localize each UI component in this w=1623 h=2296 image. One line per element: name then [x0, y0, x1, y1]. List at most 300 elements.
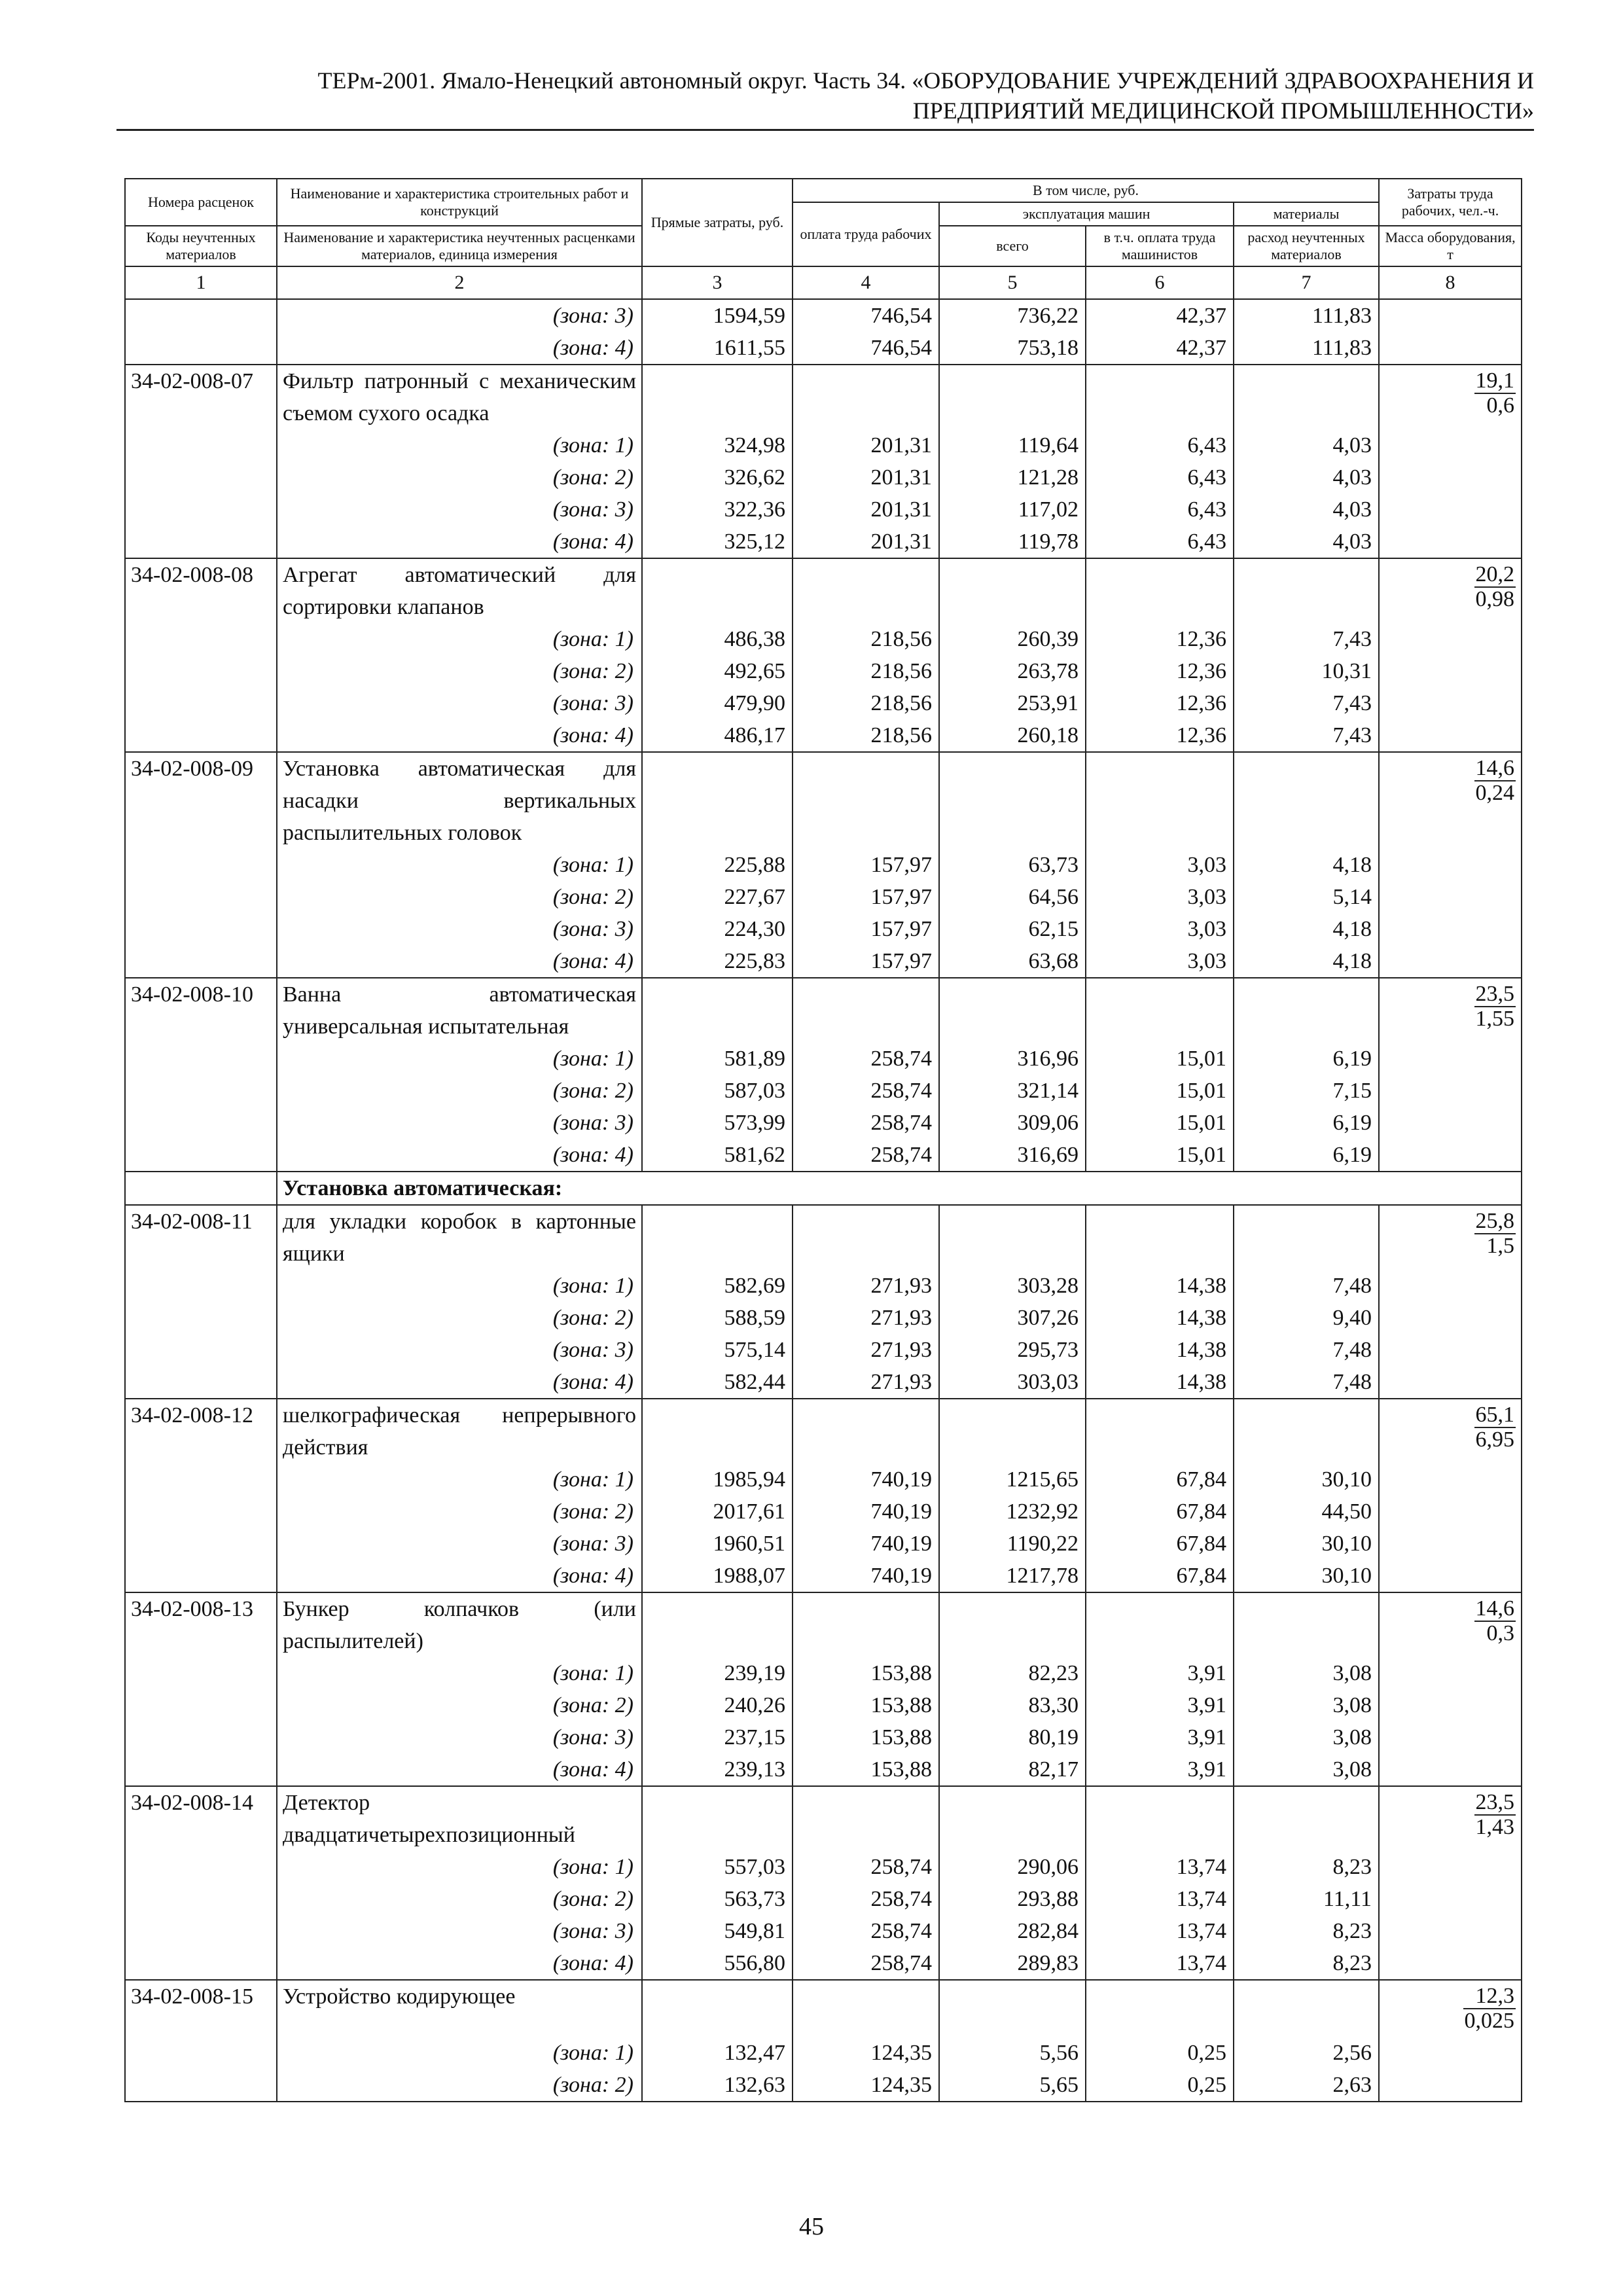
machines-total-value: 117,02 — [939, 493, 1086, 526]
empty-cell — [125, 1560, 277, 1592]
machines-total-value: 309,06 — [939, 1107, 1086, 1139]
empty-cell — [1379, 945, 1522, 978]
col-number: 1 — [125, 266, 277, 299]
machines-total-value: 295,73 — [939, 1334, 1086, 1366]
worker-pay-value: 740,19 — [793, 1496, 939, 1528]
zone-label: (зона: 2) — [277, 1883, 642, 1915]
empty-cell — [939, 1592, 1086, 1657]
empty-cell — [1379, 881, 1522, 913]
labor-mass-cell — [1379, 1980, 1522, 2037]
labor-costs-value: 12,3 — [1463, 1984, 1516, 2009]
empty-cell — [793, 365, 939, 429]
col-number: 2 — [277, 266, 642, 299]
materials-value: 7,48 — [1234, 1366, 1379, 1399]
worker-pay-value: 258,74 — [793, 1043, 939, 1075]
empty-cell — [1234, 752, 1379, 849]
machines-total-value: 1215,65 — [939, 1463, 1086, 1496]
empty-cell — [1234, 558, 1379, 623]
empty-cell — [1379, 1139, 1522, 1172]
machinist-pay-value: 12,36 — [1086, 687, 1234, 719]
empty-cell — [1379, 429, 1522, 461]
machines-total-value: 1217,78 — [939, 1560, 1086, 1592]
machines-total-value: 736,22 — [939, 299, 1086, 332]
empty-cell — [1234, 1592, 1379, 1657]
direct-costs-value: 556,80 — [642, 1947, 793, 1980]
equipment-mass-value: 0,3 — [1486, 1621, 1515, 1645]
materials-value: 7,43 — [1234, 719, 1379, 752]
zone-label: (зона: 4) — [277, 945, 642, 978]
labor-mass-cell — [1379, 1399, 1522, 1463]
machines-total-value: 753,18 — [939, 332, 1086, 365]
empty-cell — [125, 1915, 277, 1947]
direct-costs-value: 325,12 — [642, 526, 793, 558]
empty-cell — [125, 655, 277, 687]
empty-cell — [793, 558, 939, 623]
materials-value: 4,03 — [1234, 461, 1379, 493]
empty-cell — [125, 1496, 277, 1528]
machines-total-value: 307,26 — [939, 1302, 1086, 1334]
empty-cell — [125, 1139, 277, 1172]
worker-pay-value: 258,74 — [793, 1139, 939, 1172]
empty-cell — [125, 1075, 277, 1107]
machinist-pay-value: 6,43 — [1086, 526, 1234, 558]
zone-label: (зона: 4) — [277, 526, 642, 558]
zone-row — [125, 1107, 1522, 1139]
zone-label: (зона: 3) — [277, 913, 642, 945]
machinist-pay-value: 13,74 — [1086, 1851, 1234, 1883]
machinist-pay-value: 15,01 — [1086, 1139, 1234, 1172]
rate-name: для укладки коробок в картонные ящики — [277, 1205, 642, 1270]
rate-item-row — [125, 558, 1522, 623]
header-rule — [116, 129, 1534, 131]
empty-cell — [642, 752, 793, 849]
direct-costs-value: 227,67 — [642, 881, 793, 913]
zone-row — [125, 1851, 1522, 1883]
zone-row — [125, 1463, 1522, 1496]
machines-total-value: 260,39 — [939, 623, 1086, 655]
worker-pay-value: 740,19 — [793, 1528, 939, 1560]
machines-total-value: 5,56 — [939, 2037, 1086, 2069]
zone-label: (зона: 2) — [277, 1689, 642, 1721]
labor-mass-cell — [1379, 1592, 1522, 1657]
empty-cell — [125, 493, 277, 526]
worker-pay-value: 157,97 — [793, 881, 939, 913]
empty-cell — [642, 1980, 793, 2037]
machinist-pay-value: 3,91 — [1086, 1689, 1234, 1721]
empty-cell — [125, 1043, 277, 1075]
empty-cell — [1086, 1786, 1234, 1851]
empty-cell — [642, 1592, 793, 1657]
empty-cell — [125, 1721, 277, 1753]
zone-label: (зона: 3) — [277, 1915, 642, 1947]
labor-mass-cell — [1379, 1786, 1522, 1851]
machinist-pay-value: 15,01 — [1086, 1075, 1234, 1107]
machines-total-value: 64,56 — [939, 881, 1086, 913]
empty-cell — [1379, 1560, 1522, 1592]
zone-row — [125, 299, 1522, 332]
empty-cell — [1379, 623, 1522, 655]
empty-cell — [642, 1786, 793, 1851]
materials-value: 6,19 — [1234, 1043, 1379, 1075]
empty-cell — [125, 623, 277, 655]
labor-mass-fraction — [1463, 1984, 1516, 2033]
rate-code: 34-02-008-09 — [125, 752, 277, 849]
zone-label: (зона: 2) — [277, 1302, 642, 1334]
zone-label: (зона: 4) — [277, 1139, 642, 1172]
materials-value: 7,15 — [1234, 1075, 1379, 1107]
empty-cell — [125, 461, 277, 493]
materials-value: 10,31 — [1234, 655, 1379, 687]
zone-row — [125, 1560, 1522, 1592]
materials-value: 3,08 — [1234, 1753, 1379, 1786]
zone-row — [125, 687, 1522, 719]
machinist-pay-value: 13,74 — [1086, 1915, 1234, 1947]
equipment-mass-value: 0,98 — [1475, 587, 1515, 611]
machinist-pay-value: 6,43 — [1086, 493, 1234, 526]
empty-cell — [642, 978, 793, 1043]
labor-mass-fraction — [1474, 563, 1516, 611]
zone-row — [125, 1528, 1522, 1560]
machinist-pay-value: 6,43 — [1086, 461, 1234, 493]
direct-costs-value: 2017,61 — [642, 1496, 793, 1528]
empty-cell — [125, 1334, 277, 1366]
worker-pay-value: 218,56 — [793, 687, 939, 719]
direct-costs-value: 486,17 — [642, 719, 793, 752]
rate-code: 34-02-008-13 — [125, 1592, 277, 1657]
worker-pay-value: 271,93 — [793, 1270, 939, 1302]
labor-mass-fraction — [1474, 369, 1516, 418]
labor-costs-value: 23,5 — [1475, 982, 1515, 1006]
labor-mass-cell — [1379, 1205, 1522, 1270]
rate-item-row — [125, 1399, 1522, 1463]
worker-pay-value: 258,74 — [793, 1883, 939, 1915]
zone-label: (зона: 3) — [277, 1721, 642, 1753]
empty-cell — [1379, 299, 1522, 332]
empty-cell — [939, 1786, 1086, 1851]
direct-costs-value: 237,15 — [642, 1721, 793, 1753]
machinist-pay-value: 12,36 — [1086, 623, 1234, 655]
materials-value: 3,08 — [1234, 1689, 1379, 1721]
empty-cell — [125, 881, 277, 913]
empty-cell — [125, 719, 277, 752]
zone-row — [125, 1915, 1522, 1947]
zone-label: (зона: 1) — [277, 623, 642, 655]
equipment-mass-value: 6,95 — [1475, 1427, 1515, 1452]
worker-pay-value: 746,54 — [793, 299, 939, 332]
section-row — [125, 1172, 1522, 1205]
direct-costs-value: 563,73 — [642, 1883, 793, 1915]
machinist-pay-value: 14,38 — [1086, 1270, 1234, 1302]
empty-cell — [1379, 493, 1522, 526]
empty-cell — [125, 1753, 277, 1786]
direct-costs-value: 581,89 — [642, 1043, 793, 1075]
materials-value: 6,19 — [1234, 1107, 1379, 1139]
zone-label: (зона: 1) — [277, 1851, 642, 1883]
labor-mass-fraction — [1474, 1597, 1516, 1645]
zone-row — [125, 1689, 1522, 1721]
materials-value: 4,03 — [1234, 493, 1379, 526]
worker-pay-value: 258,74 — [793, 1915, 939, 1947]
empty-cell — [793, 1205, 939, 1270]
empty-cell — [1379, 1302, 1522, 1334]
direct-costs-value: 1594,59 — [642, 299, 793, 332]
worker-pay-value: 258,74 — [793, 1107, 939, 1139]
zone-row — [125, 1657, 1522, 1689]
zone-row — [125, 429, 1522, 461]
machinist-pay-value: 67,84 — [1086, 1528, 1234, 1560]
empty-cell — [1086, 1592, 1234, 1657]
empty-cell — [125, 1657, 277, 1689]
materials-value: 7,48 — [1234, 1334, 1379, 1366]
empty-cell — [125, 526, 277, 558]
head-materials: материалы — [1234, 202, 1379, 226]
machinist-pay-value: 67,84 — [1086, 1560, 1234, 1592]
empty-cell — [1234, 1980, 1379, 2037]
labor-mass-fraction — [1474, 1210, 1516, 1258]
rate-code: 34-02-008-08 — [125, 558, 277, 623]
rate-item-row — [125, 365, 1522, 429]
empty-cell — [793, 1980, 939, 2037]
materials-value: 9,40 — [1234, 1302, 1379, 1334]
empty-cell — [1234, 1786, 1379, 1851]
materials-value: 111,83 — [1234, 299, 1379, 332]
machinist-pay-value: 15,01 — [1086, 1043, 1234, 1075]
machinist-pay-value: 42,37 — [1086, 299, 1234, 332]
materials-value: 7,48 — [1234, 1270, 1379, 1302]
head-material-use: расход неучтенных материалов — [1234, 226, 1379, 266]
direct-costs-value: 239,13 — [642, 1753, 793, 1786]
machinist-pay-value: 42,37 — [1086, 332, 1234, 365]
direct-costs-value: 324,98 — [642, 429, 793, 461]
empty-cell — [1234, 1399, 1379, 1463]
direct-costs-value: 1988,07 — [642, 1560, 793, 1592]
head-labor-costs: Затраты труда рабочих, чел.-ч. — [1379, 179, 1522, 226]
empty-cell — [1379, 719, 1522, 752]
worker-pay-value: 124,35 — [793, 2069, 939, 2102]
machinist-pay-value: 67,84 — [1086, 1496, 1234, 1528]
zone-label: (зона: 4) — [277, 719, 642, 752]
machinist-pay-value: 15,01 — [1086, 1107, 1234, 1139]
zone-label: (зона: 4) — [277, 1947, 642, 1980]
machines-total-value: 260,18 — [939, 719, 1086, 752]
col-number: 8 — [1379, 266, 1522, 299]
direct-costs-value: 1611,55 — [642, 332, 793, 365]
zone-label: (зона: 4) — [277, 1560, 642, 1592]
worker-pay-value: 258,74 — [793, 1947, 939, 1980]
empty-cell — [125, 1947, 277, 1980]
machines-total-value: 82,17 — [939, 1753, 1086, 1786]
materials-value: 2,63 — [1234, 2069, 1379, 2102]
rate-item-row — [125, 752, 1522, 849]
materials-value: 4,03 — [1234, 526, 1379, 558]
machinist-pay-value: 14,38 — [1086, 1366, 1234, 1399]
equipment-mass-value: 0,24 — [1475, 781, 1515, 805]
zone-row — [125, 1366, 1522, 1399]
rate-name: Ванна автоматическая универсальная испытательная — [277, 978, 642, 1043]
direct-costs-value: 557,03 — [642, 1851, 793, 1883]
empty-cell — [1379, 1528, 1522, 1560]
empty-cell — [1379, 1366, 1522, 1399]
materials-value: 4,18 — [1234, 945, 1379, 978]
empty-cell — [125, 1270, 277, 1302]
rate-name: Бункер колпачков (или распылителей) — [277, 1592, 642, 1657]
col-number: 7 — [1234, 266, 1379, 299]
machinist-pay-value: 3,03 — [1086, 945, 1234, 978]
empty-cell — [1379, 1721, 1522, 1753]
machinist-pay-value: 3,91 — [1086, 1753, 1234, 1786]
table-header — [125, 179, 1522, 299]
machinist-pay-value: 0,25 — [1086, 2037, 1234, 2069]
labor-mass-fraction — [1474, 1791, 1516, 1839]
zone-label: (зона: 1) — [277, 1270, 642, 1302]
machines-total-value: 63,68 — [939, 945, 1086, 978]
zone-row — [125, 1043, 1522, 1075]
empty-cell — [1379, 1075, 1522, 1107]
worker-pay-value: 271,93 — [793, 1302, 939, 1334]
zone-label: (зона: 2) — [277, 2069, 642, 2102]
zone-label: (зона: 2) — [277, 1075, 642, 1107]
empty-cell — [125, 913, 277, 945]
direct-costs-value: 582,69 — [642, 1270, 793, 1302]
zone-row — [125, 493, 1522, 526]
direct-costs-value: 225,83 — [642, 945, 793, 978]
machines-total-value: 263,78 — [939, 655, 1086, 687]
labor-mass-cell — [1379, 978, 1522, 1043]
head-in-that: В том числе, руб. — [793, 179, 1379, 202]
empty-cell — [642, 1399, 793, 1463]
zone-row — [125, 2037, 1522, 2069]
machines-total-value: 121,28 — [939, 461, 1086, 493]
zone-label: (зона: 2) — [277, 655, 642, 687]
zone-row — [125, 1302, 1522, 1334]
labor-costs-value: 20,2 — [1475, 562, 1515, 586]
direct-costs-value: 224,30 — [642, 913, 793, 945]
empty-cell — [125, 849, 277, 881]
empty-cell — [642, 365, 793, 429]
machinist-pay-value: 67,84 — [1086, 1463, 1234, 1496]
rate-name: Детектор двадцатичетырехпозиционный — [277, 1786, 642, 1851]
worker-pay-value: 271,93 — [793, 1334, 939, 1366]
zone-row — [125, 881, 1522, 913]
zone-label: (зона: 3) — [277, 299, 642, 332]
worker-pay-value: 201,31 — [793, 461, 939, 493]
empty-cell — [125, 299, 277, 332]
materials-value: 7,43 — [1234, 623, 1379, 655]
machines-total-value: 316,69 — [939, 1139, 1086, 1172]
empty-cell — [125, 1366, 277, 1399]
zone-label: (зона: 1) — [277, 1043, 642, 1075]
machines-total-value: 316,96 — [939, 1043, 1086, 1075]
zone-row — [125, 1753, 1522, 1786]
worker-pay-value: 746,54 — [793, 332, 939, 365]
materials-value: 3,08 — [1234, 1721, 1379, 1753]
machines-total-value: 253,91 — [939, 687, 1086, 719]
empty-cell — [1086, 1399, 1234, 1463]
empty-cell — [1379, 655, 1522, 687]
labor-mass-fraction — [1474, 1403, 1516, 1452]
worker-pay-value: 218,56 — [793, 655, 939, 687]
empty-cell — [125, 1463, 277, 1496]
labor-mass-fraction — [1474, 982, 1516, 1031]
worker-pay-value: 740,19 — [793, 1463, 939, 1496]
empty-cell — [939, 1980, 1086, 2037]
rate-name: Фильтр патронный с механическим съемом сухого осадка — [277, 365, 642, 429]
worker-pay-value: 258,74 — [793, 1851, 939, 1883]
direct-costs-value: 322,36 — [642, 493, 793, 526]
empty-cell — [125, 1528, 277, 1560]
empty-cell — [1379, 913, 1522, 945]
labor-costs-value: 25,8 — [1475, 1209, 1515, 1233]
empty-cell — [939, 1205, 1086, 1270]
empty-cell — [1086, 752, 1234, 849]
rate-code: 34-02-008-15 — [125, 1980, 277, 2037]
empty-cell — [1379, 1753, 1522, 1786]
empty-cell — [793, 1786, 939, 1851]
zone-row — [125, 1947, 1522, 1980]
machines-total-value: 1190,22 — [939, 1528, 1086, 1560]
materials-value: 4,18 — [1234, 913, 1379, 945]
worker-pay-value: 218,56 — [793, 623, 939, 655]
head-rate-numbers: Номера расценок — [125, 179, 277, 226]
zone-label: (зона: 1) — [277, 1463, 642, 1496]
empty-cell — [1379, 332, 1522, 365]
materials-value: 4,03 — [1234, 429, 1379, 461]
rate-code: 34-02-008-11 — [125, 1205, 277, 1270]
empty-cell — [1379, 1270, 1522, 1302]
zone-row — [125, 332, 1522, 365]
empty-cell — [1379, 1496, 1522, 1528]
empty-cell — [125, 332, 277, 365]
section-title: Установка автоматическая: — [277, 1172, 1522, 1205]
materials-value: 8,23 — [1234, 1915, 1379, 1947]
machinist-pay-value: 12,36 — [1086, 655, 1234, 687]
empty-cell — [1379, 1107, 1522, 1139]
empty-cell — [125, 687, 277, 719]
machines-total-value: 62,15 — [939, 913, 1086, 945]
zone-label: (зона: 2) — [277, 881, 642, 913]
empty-cell — [1379, 1883, 1522, 1915]
empty-cell — [1086, 978, 1234, 1043]
machines-total-value: 1232,92 — [939, 1496, 1086, 1528]
header-line-2: ПРЕДПРИЯТИЙ МЕДИЦИНСКОЙ ПРОМЫШЛЕННОСТИ» — [912, 98, 1534, 124]
col-number: 4 — [793, 266, 939, 299]
machines-total-value: 80,19 — [939, 1721, 1086, 1753]
empty-cell — [125, 1689, 277, 1721]
direct-costs-value: 132,47 — [642, 2037, 793, 2069]
empty-cell — [125, 1883, 277, 1915]
machinist-pay-value: 6,43 — [1086, 429, 1234, 461]
rate-item-row — [125, 1786, 1522, 1851]
empty-cell — [1086, 365, 1234, 429]
direct-costs-value: 575,14 — [642, 1334, 793, 1366]
labor-mass-cell — [1379, 365, 1522, 429]
worker-pay-value: 740,19 — [793, 1560, 939, 1592]
materials-value: 4,18 — [1234, 849, 1379, 881]
empty-cell — [642, 1205, 793, 1270]
empty-cell — [793, 752, 939, 849]
direct-costs-value: 581,62 — [642, 1139, 793, 1172]
empty-cell — [125, 2069, 277, 2102]
labor-costs-value: 14,6 — [1475, 756, 1515, 780]
machinist-pay-value: 13,74 — [1086, 1947, 1234, 1980]
machines-total-value: 5,65 — [939, 2069, 1086, 2102]
head-machines-total: всего — [939, 226, 1086, 266]
direct-costs-value: 587,03 — [642, 1075, 793, 1107]
direct-costs-value: 582,44 — [642, 1366, 793, 1399]
materials-value: 30,10 — [1234, 1463, 1379, 1496]
worker-pay-value: 124,35 — [793, 2037, 939, 2069]
empty-cell — [939, 978, 1086, 1043]
